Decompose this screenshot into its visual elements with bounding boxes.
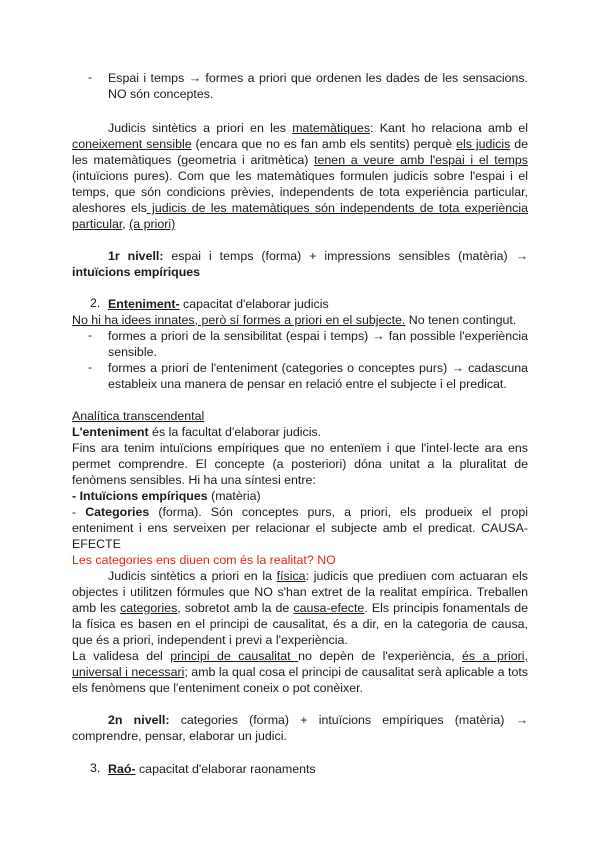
bullet-dash: - xyxy=(88,70,93,84)
bullet-espai-temps: Espai i temps → formes a priori que ordenen les dades de les sensacions. NO són conceptes. xyxy=(108,71,528,101)
bullet-dash: - xyxy=(88,328,93,342)
nivell-2: 2n nivell: categories (forma) + intuïcions empíriques (matèria) → comprendre, pensar, elaborar un judici. xyxy=(72,713,528,743)
section-3-heading: Raó- capacitat d'elaborar raonaments xyxy=(108,762,316,776)
section-2-heading: Enteniment- capacitat d'elaborar judicis xyxy=(108,297,329,311)
analitica-heading: Analítica transcendental xyxy=(72,409,205,423)
paragraph-matematiques: Judicis sintètics a priori en les matemàtiques: Kant ho relaciona amb el coneixement sensible (encara que no es fan amb els sentits) perquè els judicis de les matemàtiques (geometria i aritmètica) tenen a veure amb l'espai i el temps (intuïcions pures). Com que les matemàtiques formulen judicis sobre l'espai i el temps, que són condicions prèvies, independents de tota experiència particular, aleshores els judicis de les matemàtiques són independents de tota experiència particular, (a priori) xyxy=(72,121,528,231)
question-red: Les categories ens diuen com és la realitat? NO xyxy=(72,553,336,567)
innates-line: No hi ha idees innates, però sí formes a priori en el subjecte. No tenen contingut. xyxy=(72,313,517,327)
bullet-enteniment: formes a priori de l'enteniment (categories o conceptes purs) → cadascuna estableix una manera de pensar en relació entre el subjecte i el predicat. xyxy=(108,361,528,391)
analitica-section: Analítica transcendental L'enteniment és la facultat d'elaborar judicis. Fins ara tenim intuïcions empíriques que no entenïem i que l'intel·lecte ara ens permet comprendre. El concepte (a posteriori) dóna unitat a la pluralitat de fenòmens sensibles. Hi ha una síntesi entre: - Intuïcions empíriques (matèria) - Categories (forma). Són conceptes purs, a priori, els produeix el propi enteniment i ens serveixen per relacionar el subjecte amb el predicat. CAUSA-EFECTE Les categories ens diuen com és la realitat? NO xyxy=(72,409,528,567)
bullet-dash: - xyxy=(88,360,93,374)
paragraph-fisica: Judicis sintètics a priori en la física: judicis que prediuen com actuaran els objectes i utilitzen fórmules que NO s'han extret de la realitat empírica. Treballen amb les categories, sobretot amb la de causa-efecte. Els principis fonamentals de la física es basen en el principi de causalitat, és a dir, en la categoria de causa, que és a priori, independent i previ a l'experiència. La validesa del principi de causalitat no depèn de l'experiència, és a priori, universal i necessari; amb la qual cosa el principi de causalitat serà aplicable a tots els fenòmens que l'enteniment coneix o pot conèixer. xyxy=(72,569,528,695)
nivell-1: 1r nivell: espai i temps (forma) + impressions sensibles (matèria) → intuïcions empíriques xyxy=(72,249,528,279)
section-number: 3. xyxy=(90,761,101,775)
bullet-sensibilitat: formes a priori de la sensibilitat (espai i temps) → fan possible l'experiència sensible. xyxy=(108,329,528,359)
section-number: 2. xyxy=(90,296,101,310)
